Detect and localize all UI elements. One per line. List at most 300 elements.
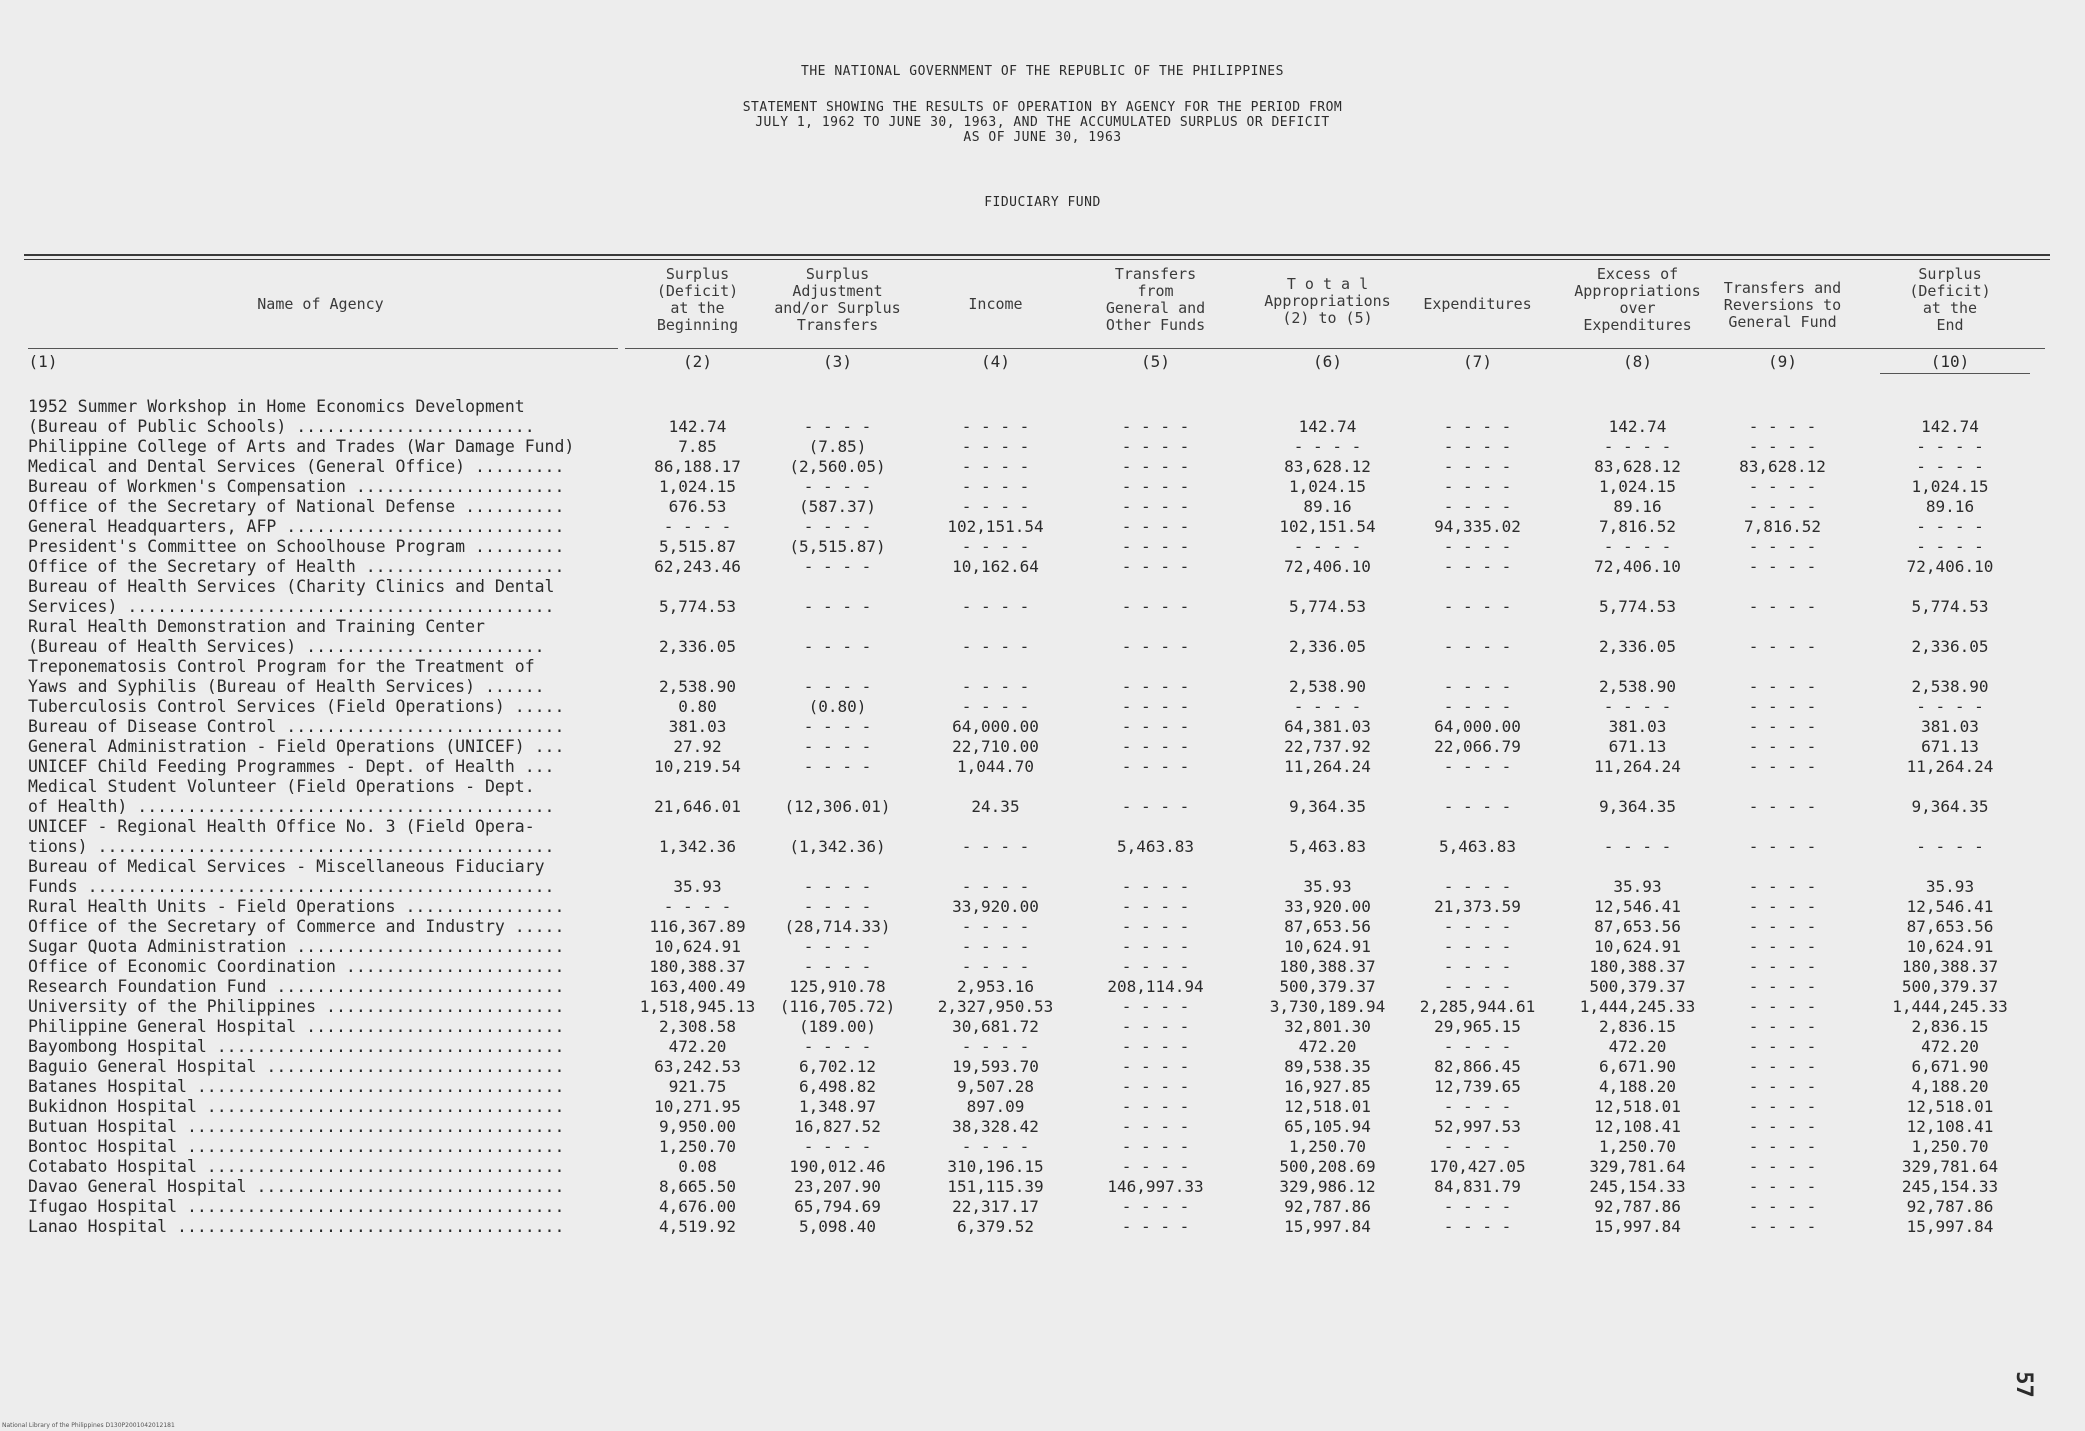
column-number-underline xyxy=(1880,373,2030,374)
income: 22,317.17 xyxy=(952,1197,1039,1216)
agency-name: Office of the Secretary of Commerce and Industry ..... xyxy=(28,917,565,936)
statement-title-line-1: STATEMENT SHOWING THE RESULTS OF OPERATION BY AGENCY FOR THE PERIOD FROM xyxy=(742,100,1343,115)
excess: 1,024.15 xyxy=(1598,477,1677,496)
excess: 35.93 xyxy=(1613,877,1662,896)
income: 897.09 xyxy=(966,1097,1025,1116)
table-top-rule-thin xyxy=(24,259,2050,260)
table-row xyxy=(0,437,2085,457)
adjustment: - - - - xyxy=(803,737,872,756)
transfers-in: - - - - xyxy=(1121,1157,1190,1176)
income: - - - - xyxy=(961,937,1030,956)
agency-name: Sugar Quota Administration ........................... xyxy=(28,937,565,956)
total-appropriations: 329,986.12 xyxy=(1279,1177,1376,1196)
reversions: - - - - xyxy=(1748,417,1817,436)
surplus-end: 35.93 xyxy=(1925,877,1975,896)
agency-name: President's Committee on Schoolhouse Program ......... xyxy=(28,537,565,556)
surplus-beginning: 2,308.58 xyxy=(658,1017,737,1036)
total-appropriations: 102,151.54 xyxy=(1279,517,1376,536)
reversions: - - - - xyxy=(1748,1177,1817,1196)
expenditures: - - - - xyxy=(1443,597,1512,616)
table-row xyxy=(0,897,2085,917)
surplus-beginning: 116,367.89 xyxy=(649,917,746,936)
surplus-beginning: 10,271.95 xyxy=(654,1097,741,1116)
income: 30,681.72 xyxy=(952,1017,1039,1036)
agency-name: (Bureau of Public Schools) ........................ xyxy=(28,417,535,436)
surplus-end: 15,997.84 xyxy=(1906,1217,1994,1236)
surplus-end: 10,624.91 xyxy=(1906,937,1994,956)
agency-name: Medical Student Volunteer (Field Operations - Dept. xyxy=(28,777,535,796)
transfers-in: - - - - xyxy=(1121,917,1190,936)
transfers-in: - - - - xyxy=(1121,1117,1190,1136)
income: - - - - xyxy=(961,457,1030,476)
expenditures: - - - - xyxy=(1443,977,1512,996)
header-transfers-reversions: Transfers and Reversions to General Fund xyxy=(1723,279,1842,331)
income: 6,379.52 xyxy=(956,1217,1035,1236)
expenditures: 12,739.65 xyxy=(1434,1077,1521,1096)
income: - - - - xyxy=(961,877,1030,896)
surplus-beginning: 7.85 xyxy=(678,437,717,456)
excess: - - - - xyxy=(1603,837,1672,856)
total-appropriations: 3,730,189.94 xyxy=(1269,997,1386,1016)
reversions: - - - - xyxy=(1748,797,1817,816)
adjustment: (0.80) xyxy=(808,697,867,716)
surplus-end: 1,024.15 xyxy=(1911,477,1989,496)
table-row xyxy=(0,617,2085,637)
income: 1,044.70 xyxy=(956,757,1035,776)
agency-name: Baguio General Hospital .............................. xyxy=(28,1057,565,1076)
government-title: THE NATIONAL GOVERNMENT OF THE REPUBLIC OF THE PHILIPPINES xyxy=(801,64,1284,79)
adjustment: 65,794.69 xyxy=(794,1197,881,1216)
table-row xyxy=(0,1197,2085,1217)
surplus-beginning: 5,515.87 xyxy=(658,537,737,556)
expenditures: - - - - xyxy=(1443,877,1512,896)
excess: 10,624.91 xyxy=(1594,937,1681,956)
reversions: - - - - xyxy=(1748,1097,1817,1116)
column-number-2: (2) xyxy=(683,352,712,371)
total-appropriations: 89,538.35 xyxy=(1284,1057,1371,1076)
expenditures: 82,866.45 xyxy=(1434,1057,1521,1076)
total-appropriations: 10,624.91 xyxy=(1284,937,1371,956)
income: - - - - xyxy=(961,597,1030,616)
total-appropriations: 65,105.94 xyxy=(1284,1117,1371,1136)
surplus-end: 2,538.90 xyxy=(1911,677,1989,696)
total-appropriations: 33,920.00 xyxy=(1284,897,1371,916)
column-number-10: (10) xyxy=(1930,352,1970,371)
transfers-in: - - - - xyxy=(1121,1057,1190,1076)
surplus-end: 4,188.20 xyxy=(1911,1077,1989,1096)
table-row xyxy=(0,417,2085,437)
agency-name: University of the Philippines ........................ xyxy=(28,997,565,1016)
surplus-beginning: 8,665.50 xyxy=(658,1177,737,1196)
reversions: - - - - xyxy=(1748,677,1817,696)
total-appropriations: 83,628.12 xyxy=(1284,457,1371,476)
column-number-3: (3) xyxy=(823,352,852,371)
table-row xyxy=(0,1177,2085,1197)
reversions: - - - - xyxy=(1748,997,1817,1016)
agency-name: Office of the Secretary of Health .................... xyxy=(28,557,565,576)
transfers-in: - - - - xyxy=(1121,757,1190,776)
agency-name: Rural Health Units - Field Operations ................ xyxy=(28,897,565,916)
reversions: - - - - xyxy=(1748,1217,1817,1236)
reversions: - - - - xyxy=(1748,757,1817,776)
statement-title-line-2: JULY 1, 1962 TO JUNE 30, 1963, AND THE ACCUMULATED SURPLUS OR DEFICIT xyxy=(755,115,1330,130)
surplus-end: 500,379.37 xyxy=(1901,977,1999,996)
header-surplus-adjustment: Surplus Adjustment and/or Surplus Transfers xyxy=(774,265,901,334)
reversions: - - - - xyxy=(1748,597,1817,616)
excess: 92,787.86 xyxy=(1594,1197,1681,1216)
total-appropriations: 5,463.83 xyxy=(1288,837,1367,856)
header-name-of-agency: Name of Agency xyxy=(257,295,384,313)
reversions: - - - - xyxy=(1748,497,1817,516)
adjustment: 16,827.52 xyxy=(794,1117,881,1136)
reversions: - - - - xyxy=(1748,1057,1817,1076)
expenditures: 64,000.00 xyxy=(1434,717,1521,736)
reversions: - - - - xyxy=(1748,1137,1817,1156)
column-number-6: (6) xyxy=(1313,352,1342,371)
income: - - - - xyxy=(961,537,1030,556)
transfers-in: 5,463.83 xyxy=(1116,837,1195,856)
statement-title-line-3: AS OF JUNE 30, 1963 xyxy=(963,130,1122,145)
surplus-end: 1,444,245.33 xyxy=(1892,997,2008,1016)
total-appropriations: - - - - xyxy=(1293,697,1362,716)
transfers-in: - - - - xyxy=(1121,477,1190,496)
reversions: - - - - xyxy=(1748,557,1817,576)
adjustment: 1,348.97 xyxy=(798,1097,877,1116)
transfers-in: 146,997.33 xyxy=(1107,1177,1204,1196)
surplus-end: 329,781.64 xyxy=(1901,1157,1999,1176)
agency-name: Yaws and Syphilis (Bureau of Health Services) ...... xyxy=(28,677,545,696)
total-appropriations: 2,336.05 xyxy=(1288,637,1367,656)
excess: 381.03 xyxy=(1608,717,1667,736)
expenditures: 5,463.83 xyxy=(1438,837,1517,856)
income: 2,327,950.53 xyxy=(937,997,1054,1016)
expenditures: - - - - xyxy=(1443,917,1512,936)
surplus-end: 11,264.24 xyxy=(1906,757,1994,776)
adjustment: - - - - xyxy=(803,957,872,976)
total-appropriations: 15,997.84 xyxy=(1284,1217,1371,1236)
surplus-end: - - - - xyxy=(1916,537,1984,556)
surplus-beginning: 4,519.92 xyxy=(658,1217,737,1236)
surplus-beginning: 5,774.53 xyxy=(658,597,737,616)
table-row xyxy=(0,1077,2085,1097)
expenditures: - - - - xyxy=(1443,1137,1512,1156)
agency-name: Tuberculosis Control Services (Field Operations) ..... xyxy=(28,697,565,716)
table-row xyxy=(0,917,2085,937)
expenditures: 84,831.79 xyxy=(1434,1177,1521,1196)
transfers-in: - - - - xyxy=(1121,637,1190,656)
surplus-beginning: 381.03 xyxy=(668,717,727,736)
excess: 15,997.84 xyxy=(1594,1217,1681,1236)
adjustment: 23,207.90 xyxy=(794,1177,881,1196)
income: - - - - xyxy=(961,957,1030,976)
income: - - - - xyxy=(961,437,1030,456)
total-appropriations: 35.93 xyxy=(1303,877,1352,896)
transfers-in: - - - - xyxy=(1121,437,1190,456)
agency-name: Butuan Hospital ...................................... xyxy=(28,1117,565,1136)
table-row xyxy=(0,857,2085,877)
adjustment: - - - - xyxy=(803,517,872,536)
total-appropriations: 64,381.03 xyxy=(1284,717,1371,736)
transfers-in: - - - - xyxy=(1121,497,1190,516)
transfers-in: - - - - xyxy=(1121,417,1190,436)
income: 33,920.00 xyxy=(952,897,1039,916)
income: - - - - xyxy=(961,1137,1030,1156)
adjustment: - - - - xyxy=(803,677,872,696)
excess: 6,671.90 xyxy=(1598,1057,1677,1076)
expenditures: 22,066.79 xyxy=(1434,737,1521,756)
table-row xyxy=(0,937,2085,957)
excess: 142.74 xyxy=(1608,417,1667,436)
transfers-in: - - - - xyxy=(1121,697,1190,716)
expenditures: - - - - xyxy=(1443,797,1512,816)
excess: 2,538.90 xyxy=(1598,677,1677,696)
header-underline-2 xyxy=(625,348,2045,349)
table-row xyxy=(0,797,2085,817)
expenditures: - - - - xyxy=(1443,457,1512,476)
surplus-end: 180,388.37 xyxy=(1901,957,1999,976)
agency-name: 1952 Summer Workshop in Home Economics Development xyxy=(28,397,525,416)
surplus-end: 381.03 xyxy=(1921,717,1979,736)
adjustment: (116,705.72) xyxy=(779,997,896,1016)
table-row xyxy=(0,737,2085,757)
surplus-beginning: 1,518,945.13 xyxy=(639,997,756,1016)
total-appropriations: 2,538.90 xyxy=(1288,677,1367,696)
surplus-beginning: 163,400.49 xyxy=(649,977,746,996)
total-appropriations: 87,653.56 xyxy=(1284,917,1371,936)
surplus-beginning: 0.08 xyxy=(678,1157,717,1176)
surplus-end: 142.74 xyxy=(1921,417,1979,436)
agency-name: Office of Economic Coordination ...................... xyxy=(28,957,565,976)
table-row xyxy=(0,597,2085,617)
surplus-beginning: 1,024.15 xyxy=(658,477,737,496)
adjustment: - - - - xyxy=(803,717,872,736)
adjustment: (28,714.33) xyxy=(784,917,891,936)
total-appropriations: 11,264.24 xyxy=(1284,757,1371,776)
income: 19,593.70 xyxy=(952,1057,1039,1076)
total-appropriations: 5,774.53 xyxy=(1288,597,1367,616)
adjustment: (1,342.36) xyxy=(789,837,886,856)
adjustment: - - - - xyxy=(803,877,872,896)
agency-name: Philippine General Hospital .......................... xyxy=(28,1017,565,1036)
table-row xyxy=(0,957,2085,977)
table-row xyxy=(0,757,2085,777)
adjustment: 6,498.82 xyxy=(798,1077,877,1096)
column-number-1: (1) xyxy=(28,352,58,371)
table-row xyxy=(0,1057,2085,1077)
agency-name: Lanao Hospital ....................................... xyxy=(28,1217,565,1236)
excess: 12,108.41 xyxy=(1594,1117,1681,1136)
surplus-end: - - - - xyxy=(1916,457,1984,476)
agency-name: (Bureau of Health Services) ........................ xyxy=(28,637,545,656)
table-top-rule xyxy=(24,254,2050,256)
table-row xyxy=(0,1217,2085,1237)
transfers-in: - - - - xyxy=(1121,957,1190,976)
income: 38,328.42 xyxy=(952,1117,1039,1136)
agency-name: Davao General Hospital ............................... xyxy=(28,1177,565,1196)
income: 310,196.15 xyxy=(947,1157,1044,1176)
surplus-end: 12,518.01 xyxy=(1906,1097,1994,1116)
excess: 9,364.35 xyxy=(1598,797,1677,816)
surplus-beginning: 10,219.54 xyxy=(654,757,741,776)
surplus-beginning: 0.80 xyxy=(678,697,717,716)
income: 10,162.64 xyxy=(952,557,1039,576)
transfers-in: - - - - xyxy=(1121,1097,1190,1116)
income: 151,115.39 xyxy=(947,1177,1044,1196)
agency-name: Cotabato Hospital .................................... xyxy=(28,1157,565,1176)
surplus-end: 5,774.53 xyxy=(1911,597,1989,616)
expenditures: - - - - xyxy=(1443,1217,1512,1236)
transfers-in: - - - - xyxy=(1121,997,1190,1016)
adjustment: (189.00) xyxy=(798,1017,877,1036)
transfers-in: - - - - xyxy=(1121,797,1190,816)
adjustment: - - - - xyxy=(803,597,872,616)
table-row xyxy=(0,1157,2085,1177)
agency-name: Ifugao Hospital ...................................... xyxy=(28,1197,565,1216)
total-appropriations: 472.20 xyxy=(1298,1037,1357,1056)
page-number: 57 xyxy=(2010,1371,2036,1398)
total-appropriations: 500,379.37 xyxy=(1279,977,1376,996)
total-appropriations: 32,801.30 xyxy=(1284,1017,1371,1036)
expenditures: 29,965.15 xyxy=(1434,1017,1521,1036)
surplus-end: 87,653.56 xyxy=(1906,917,1994,936)
table-row xyxy=(0,1097,2085,1117)
surplus-end: - - - - xyxy=(1916,837,1984,856)
income: - - - - xyxy=(961,417,1030,436)
excess: 1,444,245.33 xyxy=(1579,997,1696,1016)
expenditures: - - - - xyxy=(1443,637,1512,656)
reversions: - - - - xyxy=(1748,957,1817,976)
transfers-in: - - - - xyxy=(1121,937,1190,956)
agency-name: Bayombong Hospital ................................... xyxy=(28,1037,565,1056)
reversions: - - - - xyxy=(1748,1077,1817,1096)
reversions: - - - - xyxy=(1748,737,1817,756)
surplus-beginning: 1,342.36 xyxy=(658,837,737,856)
surplus-beginning: 63,242.53 xyxy=(654,1057,741,1076)
table-row xyxy=(0,397,2085,417)
excess: 83,628.12 xyxy=(1594,457,1681,476)
reversions: - - - - xyxy=(1748,1117,1817,1136)
reversions: - - - - xyxy=(1748,1197,1817,1216)
transfers-in: - - - - xyxy=(1121,457,1190,476)
table-row xyxy=(0,1137,2085,1157)
table-row xyxy=(0,997,2085,1017)
surplus-end: - - - - xyxy=(1916,517,1984,536)
adjustment: 125,910.78 xyxy=(789,977,886,996)
adjustment: - - - - xyxy=(803,637,872,656)
transfers-in: - - - - xyxy=(1121,1017,1190,1036)
income: - - - - xyxy=(961,477,1030,496)
agency-name: UNICEF Child Feeding Programmes - Dept. of Health ... xyxy=(28,757,555,776)
total-appropriations: - - - - xyxy=(1293,537,1362,556)
surplus-beginning: 676.53 xyxy=(668,497,727,516)
adjustment: - - - - xyxy=(803,937,872,956)
table-row xyxy=(0,457,2085,477)
excess: 2,336.05 xyxy=(1598,637,1677,656)
reversions: - - - - xyxy=(1748,1017,1817,1036)
column-number-4: (4) xyxy=(981,352,1010,371)
transfers-in: - - - - xyxy=(1121,877,1190,896)
total-appropriations: 72,406.10 xyxy=(1284,557,1371,576)
surplus-beginning: 10,624.91 xyxy=(654,937,741,956)
surplus-beginning: 1,250.70 xyxy=(658,1137,737,1156)
transfers-in: 208,114.94 xyxy=(1107,977,1204,996)
surplus-beginning: 472.20 xyxy=(668,1037,727,1056)
table-row xyxy=(0,577,2085,597)
expenditures: 52,997.53 xyxy=(1434,1117,1521,1136)
reversions: 7,816.52 xyxy=(1743,517,1822,536)
surplus-end: 72,406.10 xyxy=(1906,557,1994,576)
header-underline-1 xyxy=(28,348,618,349)
total-appropriations: 1,250.70 xyxy=(1288,1137,1367,1156)
adjustment: (587.37) xyxy=(798,497,877,516)
income: 102,151.54 xyxy=(947,517,1044,536)
agency-name: Funds ............................................... xyxy=(28,877,555,896)
table-row xyxy=(0,637,2085,657)
expenditures: 2,285,944.61 xyxy=(1419,997,1536,1016)
excess: 11,264.24 xyxy=(1594,757,1681,776)
agency-name: Bureau of Workmen's Compensation ..................... xyxy=(28,477,565,496)
table-row xyxy=(0,557,2085,577)
income: - - - - xyxy=(961,697,1030,716)
transfers-in: - - - - xyxy=(1121,1077,1190,1096)
transfers-in: - - - - xyxy=(1121,517,1190,536)
total-appropriations: 142.74 xyxy=(1298,417,1357,436)
agency-name: Bureau of Medical Services - Miscellaneous Fiduciary xyxy=(28,857,545,876)
adjustment: (12,306.01) xyxy=(784,797,891,816)
transfers-in: - - - - xyxy=(1121,1197,1190,1216)
surplus-beginning: 35.93 xyxy=(673,877,722,896)
reversions: - - - - xyxy=(1748,877,1817,896)
transfers-in: - - - - xyxy=(1121,737,1190,756)
scan-footer: National Library of the Philippines D130P2001042012181 xyxy=(2,1422,175,1429)
expenditures: - - - - xyxy=(1443,1037,1512,1056)
transfers-in: - - - - xyxy=(1121,897,1190,916)
expenditures: - - - - xyxy=(1443,677,1512,696)
total-appropriations: 92,787.86 xyxy=(1284,1197,1371,1216)
column-number-5: (5) xyxy=(1141,352,1170,371)
reversions: - - - - xyxy=(1748,897,1817,916)
income: - - - - xyxy=(961,677,1030,696)
agency-name: Bukidnon Hospital .................................... xyxy=(28,1097,565,1116)
reversions: - - - - xyxy=(1748,637,1817,656)
surplus-beginning: 2,336.05 xyxy=(658,637,737,656)
table-row xyxy=(0,497,2085,517)
agency-name: Treponematosis Control Program for the Treatment of xyxy=(28,657,535,676)
surplus-beginning: 4,676.00 xyxy=(658,1197,737,1216)
income: - - - - xyxy=(961,637,1030,656)
fund-title: FIDUCIARY FUND xyxy=(984,195,1101,210)
surplus-beginning: 180,388.37 xyxy=(649,957,746,976)
transfers-in: - - - - xyxy=(1121,537,1190,556)
total-appropriations: 22,737.92 xyxy=(1284,737,1371,756)
table-row xyxy=(0,1017,2085,1037)
table-row xyxy=(0,837,2085,857)
surplus-end: 671.13 xyxy=(1921,737,1979,756)
adjustment: 190,012.46 xyxy=(789,1157,886,1176)
total-appropriations: - - - - xyxy=(1293,437,1362,456)
transfers-in: - - - - xyxy=(1121,557,1190,576)
table-row xyxy=(0,477,2085,497)
income: - - - - xyxy=(961,1037,1030,1056)
header-surplus-end: Surplus (Deficit) at the End xyxy=(1909,265,1991,334)
excess: 12,546.41 xyxy=(1594,897,1681,916)
expenditures: - - - - xyxy=(1443,477,1512,496)
income: 24.35 xyxy=(971,797,1020,816)
excess: 245,154.33 xyxy=(1589,1177,1686,1196)
agency-name: of Health) .......................................... xyxy=(28,797,555,816)
reversions: - - - - xyxy=(1748,917,1817,936)
excess: 2,836.15 xyxy=(1598,1017,1677,1036)
